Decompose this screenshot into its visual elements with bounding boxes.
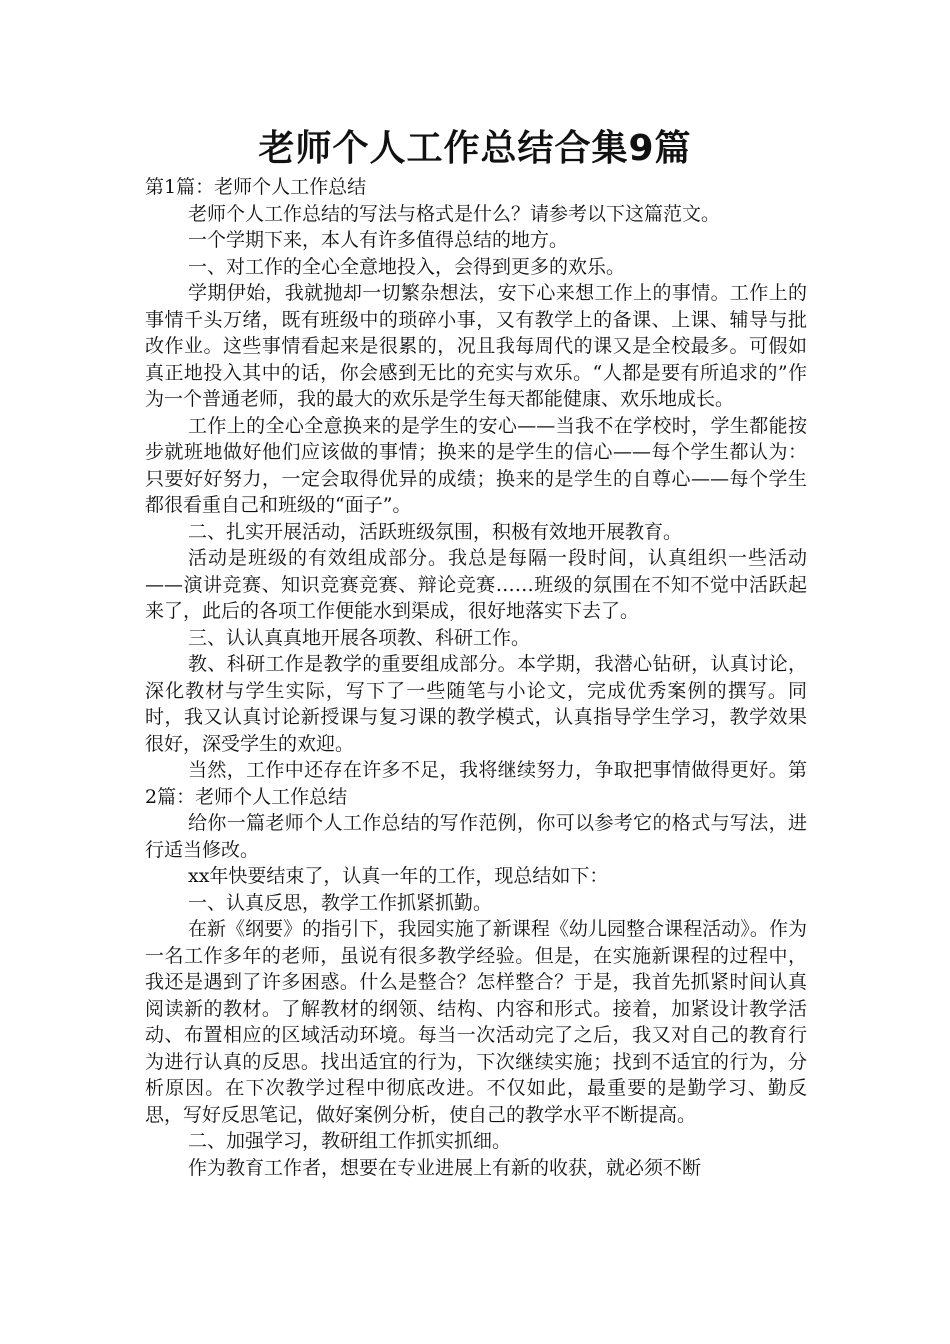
paragraph: 活动是班级的有效组成部分。我总是每隔一段时间，认真组织一些活动——演讲竞赛、知识竞赛竞赛、辩论竞赛……班级的氛围在不知不觉中活跃起来了，此后的各项工作便能水到渠成，很好地落实下去了。 [145,547,807,622]
paragraph: 在新《纲要》的指引下，我园实施了新课程《幼儿园整合课程活动》。作为一名工作多年的老师，虽说有很多教学经验。但是，在实施新课程的过程中，我还是遇到了许多困惑。什么是整合？怎样整合？于是，我首先抓紧时间认真阅读新的教材。了解教材的纲领、结构、内容和形式。接着，加紧设计教学活动、布置相应的区域活动环境。每当一次活动完了之后，我又对自己的教育行为进行认真的反思。找出适宜的行为，下次继续实施；找到不适宜的行为，分析原因。在下次教学过程中彻底改进。不仅如此，最重要的是勤学习、勤反思，写好反思笔记，做好案例分析，使自己的教学水平不断提高。 [145,918,807,1126]
paragraph: 学期伊始，我就抛却一切繁杂想法，安下心来想工作上的事情。工作上的事情千头万绪，既有班级中的琐碎小事，又有教学上的备课、上课、辅导与批改作业。这些事情看起来是很累的，况且我每周代的课又是全校最多。可假如真正地投入其中的话，你会感到无比的充实与欢乐。“人都是要有所追求的”作为一个普通老师，我的最大的欢乐是学生每天都能健康、欢乐地成长。 [145,282,807,410]
paragraph: xx年快要结束了，认真一年的工作，现总结如下： [188,865,609,887]
subsection-heading: 三、认认真真地开展各项教、科研工作。 [188,626,531,649]
section-heading: 第1篇：老师个人工作总结 [145,176,367,198]
paragraph: 给你一篇老师个人工作总结的写作范例，你可以参考它的格式与写法，进行适当修改。 [145,812,807,861]
subsection-heading: 一、对工作的全心全意地投入，会得到更多的欢乐。 [188,255,626,278]
paragraph: 工作上的全心全意换来的是学生的安心——当我不在学校时，学生都能按步就班地做好他们应该做的事情；换来的是学生的信心——每个学生都认为：只要好好努力，一定会取得优异的成绩；换来的是学生的自尊心——每个学生都很看重自己和班级的“面子”。 [145,414,807,516]
subsection-heading: 二、扎实开展活动，活跃班级氛围，积极有效地开展教育。 [188,520,683,543]
paragraph: 当然，工作中还存在许多不足，我将继续努力，争取把事情做得更好。第2篇：老师个人工作总结 [145,759,807,808]
paragraph: 教、科研工作是教学的重要组成部分。本学期，我潜心钻研，认真讨论，深化教材与学生实际，写下了一些随笔与小论文，完成优秀案例的撰写。同时，我又认真讨论新授课与复习课的教学模式，认真指导学生学习，教学效果很好，深受学生的欢迎。 [145,653,807,755]
document-title: 老师个人工作总结合集9篇 [258,128,692,169]
paragraph: 作为教育工作者，想要在专业进展上有新的收获，就必须不断 [188,1156,702,1179]
document-body [145,174,807,1181]
subsection-heading: 一、认真反思，教学工作抓紧抓勤。 [188,891,493,914]
paragraph: 一个学期下来，本人有许多值得总结的地方。 [188,229,569,251]
paragraph: 老师个人工作总结的写法与格式是什么？请参考以下这篇范文。 [188,202,721,225]
subsection-heading: 二、加强学习，教研组工作抓实抓细。 [188,1130,512,1152]
